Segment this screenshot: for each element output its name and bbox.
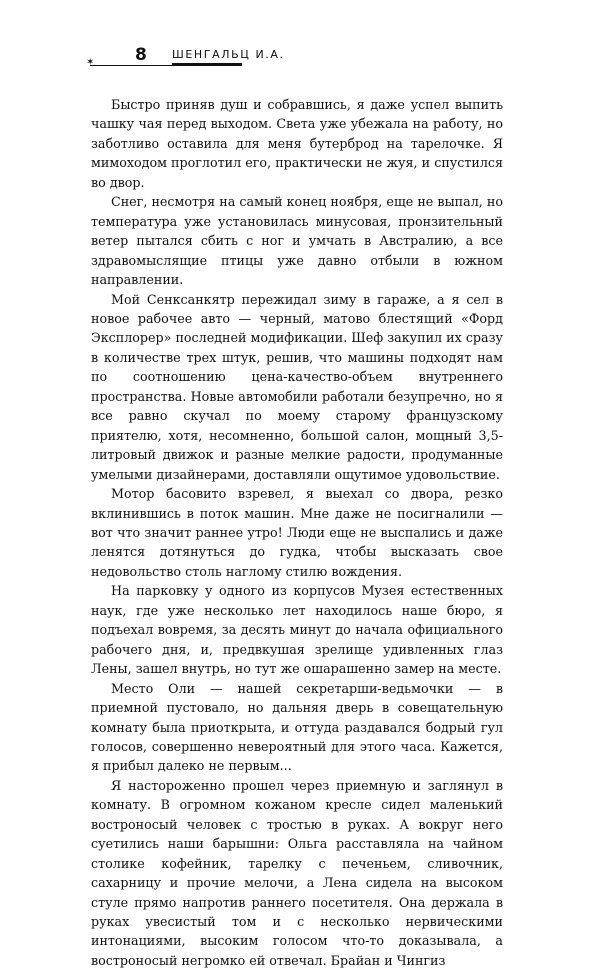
- header-rule-thick: [172, 63, 242, 66]
- paragraph: На парковку у одного из корпусов Музея естественных наук, где уже несколько лет находилось наше бюро, я подъехал вовремя, за десять минут до начала официального рабочего дня, и, предвкушая зрелище удивленных глаз Лены, зашел внутрь, но тут же ошарашенно замер на месте.: [91, 583, 503, 677]
- paragraph: Мотор басовито взревел, я выехал со двора, резко вклинившись в поток машин. Мне даже не посигналили — вот что значит раннее утро! Люди еще не выспались и даже ленятся дотянуться до гудка, чтобы высказать свое недовольство столь наглому стилю вождения.: [91, 486, 503, 579]
- paragraph: Я настороженно прошел через приемную и заглянул в комнату. В огромном кожаном кресле сидел маленький востроносый человек с тростью в руках. А вокруг него суетились наши барышни: Ольга расставляла на чайном столике кофейник, тарелку с печеньем, сливочник, сахарницу и прочие мелочи, а Лена сидела на высоком стуле прямо напротив раннего посетителя. Она держала в руках увесистый том и с несколько нервическими интонациями, высоким голосом что-то доказывала, а востроносый негромко ей отвечал. Брайан и Чингиз: [91, 777, 503, 968]
- page-number: 8: [135, 45, 147, 65]
- paragraph: Быстро приняв душ и собравшись, я даже успел выпить чашку чая перед выходом. Света уже убежала на работу, но заботливо оставила для меня бутерброд на тарелочке. Я мимоходом проглотил его, практически не жуя, и спустился во двор.: [91, 97, 503, 190]
- paragraph: Снег, несмотря на самый конец ноября, еще не выпал, но температура уже установилась минусовая, пронзительный ветер пытался сбить с ног и умчать в Австралию, а все здравомыслящие птицы уже давно отбыли в южном направлении.: [91, 194, 503, 288]
- star-burst-icon: ✶: [86, 57, 95, 68]
- paragraph: Место Оли — нашей секретарши-ведьмочки — в приемной пустовало, но дальняя дверь в совещательную комнату была приоткрыта, и оттуда раздавался бодрый гул голосов, совершенно невероятный для этого часа. Кажется, я прибыл далеко не первым...: [91, 680, 503, 774]
- body-text: [91, 95, 503, 970]
- running-head: ШЕНГАЛЬЦ И.А.: [172, 48, 285, 61]
- paragraph: Мой Сенксанкятр пережидал зиму в гараже, а я сел в новое рабочее авто — черный, матово блестящий «Форд Эксплорер» последней модификации. Шеф закупил их сразу в количестве трех штук, решив, что машины подходят нам по соотношению цена-качество-объем внутреннего пространства. Новые автомобили работали безупречно, но я все равно скучал по моему старому французскому приятелю, хотя, несомненно, большой салон, мощный 3,5-литровый движок и разные мелкие радости, продуманные умелыми дизайнерами, доставляли ощутимое удовольствие.: [91, 291, 503, 482]
